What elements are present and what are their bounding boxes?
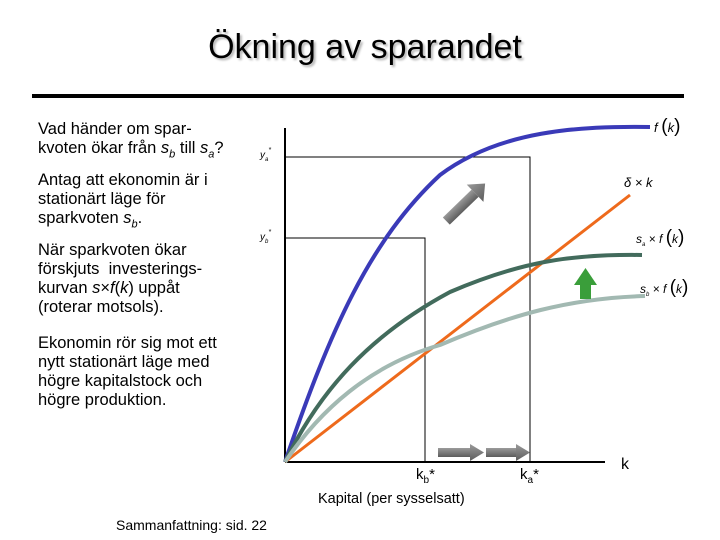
label-delta: δ × k <box>624 175 653 190</box>
bullet-new-steady-state: Ekonomin rör sig mot ett nytt stationärt läge med högre kapitalstock och högre produktion. <box>38 334 217 409</box>
arrow-kb-right-icon <box>438 444 484 461</box>
kb-star-label: $k_b*$ <box>416 466 435 486</box>
production-curve-f <box>285 127 650 462</box>
slide-title: Ökning av sparandet <box>208 28 522 66</box>
ya-label: $y_a^*$ <box>260 147 272 163</box>
x-axis-var-label: k <box>621 456 629 473</box>
ka-star-label: $k_a*$ <box>520 466 539 486</box>
bullet-assumption: Antag att ekonomin är i stationärt läge för sparkvoten $s_b$. <box>38 171 208 231</box>
bullet-shift: När sparkvoten ökar förskjuts investerings- kurvan s×f(k) uppåt (roterar motsols). <box>38 241 203 316</box>
label-sa: $s_a \times f$ (k) <box>636 227 685 248</box>
yb-guide-line <box>285 238 425 462</box>
x-axis-title: Kapital (per sysselsatt) <box>318 491 465 507</box>
yb-label: $y_b^*$ <box>260 229 272 245</box>
footnote: Sammanfattning: sid. 22 <box>116 517 267 533</box>
bullet-question: Vad händer om spar- kvoten ökar från $s_b$ till $s_a$? <box>38 120 224 161</box>
label-sb: $s_b \times f$ (k) <box>640 277 689 298</box>
arrow-ka-right-icon <box>486 444 530 461</box>
arrow-investment-up-icon <box>574 268 597 299</box>
label-f: f (k) <box>654 116 681 137</box>
arrow-f-upward-icon <box>438 175 494 230</box>
